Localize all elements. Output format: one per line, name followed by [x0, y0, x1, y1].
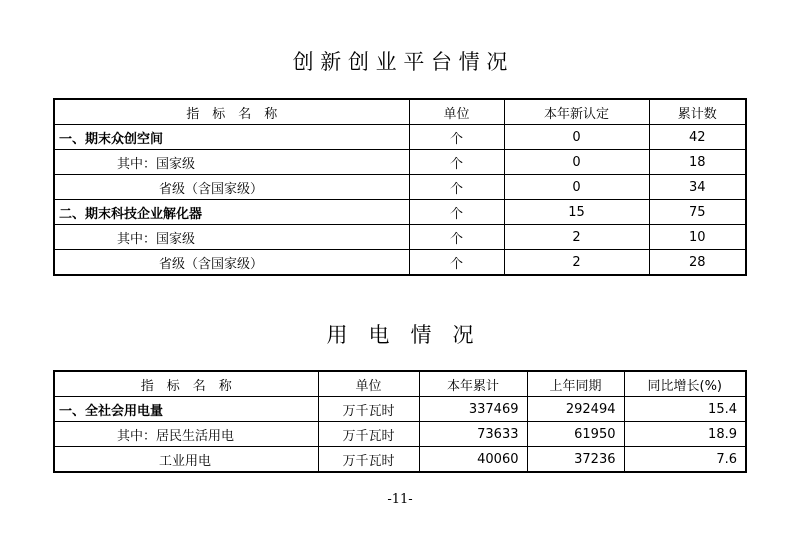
row-total-value: 42 [649, 125, 746, 150]
row-previous-value: 61950 [527, 422, 624, 447]
row-unit: 万千瓦时 [318, 422, 419, 447]
row-growth-value: 15.4 [624, 397, 746, 422]
column-header-previous: 上年同期 [527, 371, 624, 397]
column-header-indicator: 指 标 名 称 [54, 371, 318, 397]
row-new-value: 15 [504, 200, 649, 225]
row-total-value: 18 [649, 150, 746, 175]
column-header-growth: 同比增长(%) [624, 371, 746, 397]
row-unit: 个 [409, 200, 504, 225]
table-row [54, 200, 746, 225]
row-total-value: 10 [649, 225, 746, 250]
column-header-unit: 单位 [409, 99, 504, 125]
row-growth-value: 18.9 [624, 422, 746, 447]
row-unit: 个 [409, 125, 504, 150]
row-total-value: 28 [649, 250, 746, 276]
row-name: 工业用电 [54, 447, 318, 473]
row-current-value: 73633 [419, 422, 527, 447]
row-name: 一、期末众创空间 [54, 125, 409, 150]
row-name: 其中：国家级 [54, 150, 409, 175]
row-unit: 万千瓦时 [318, 447, 419, 473]
row-new-value: 0 [504, 125, 649, 150]
row-previous-value: 292494 [527, 397, 624, 422]
row-unit: 个 [409, 225, 504, 250]
row-name: 省级（含国家级） [54, 250, 409, 276]
row-unit: 万千瓦时 [318, 397, 419, 422]
row-unit: 个 [409, 175, 504, 200]
row-new-value: 2 [504, 225, 649, 250]
column-header-current: 本年累计 [419, 371, 527, 397]
row-current-value: 40060 [419, 447, 527, 473]
table-row [54, 447, 746, 473]
row-name: 省级（含国家级） [54, 175, 409, 200]
row-new-value: 2 [504, 250, 649, 276]
electricity-section-title: 用 电 情 况 [326, 323, 474, 347]
row-unit: 个 [409, 250, 504, 276]
row-current-value: 337469 [419, 397, 527, 422]
row-total-value: 75 [649, 200, 746, 225]
row-new-value: 0 [504, 175, 649, 200]
column-header-indicator: 指 标 名 称 [54, 99, 409, 125]
row-name: 其中：国家级 [54, 225, 409, 250]
electricity-table [53, 370, 747, 473]
row-previous-value: 37236 [527, 447, 624, 473]
table-header-row [54, 371, 746, 397]
row-name: 二、期末科技企业解化器 [54, 200, 409, 225]
table-row [54, 250, 746, 276]
column-header-new: 本年新认定 [504, 99, 649, 125]
page-number: -11- [387, 492, 413, 507]
table-row [54, 175, 746, 200]
table-header-row [54, 99, 746, 125]
row-name: 其中：居民生活用电 [54, 422, 318, 447]
platform-section-title: 创 新 创 业 平 台 情 况 [292, 50, 508, 74]
platform-table [53, 98, 747, 276]
row-total-value: 34 [649, 175, 746, 200]
table-row [54, 225, 746, 250]
row-growth-value: 7.6 [624, 447, 746, 473]
column-header-total: 累计数 [649, 99, 746, 125]
table-row [54, 397, 746, 422]
column-header-unit: 单位 [318, 371, 419, 397]
table-row [54, 422, 746, 447]
table-row [54, 125, 746, 150]
row-new-value: 0 [504, 150, 649, 175]
table-row [54, 150, 746, 175]
row-unit: 个 [409, 150, 504, 175]
row-name: 一、全社会用电量 [54, 397, 318, 422]
